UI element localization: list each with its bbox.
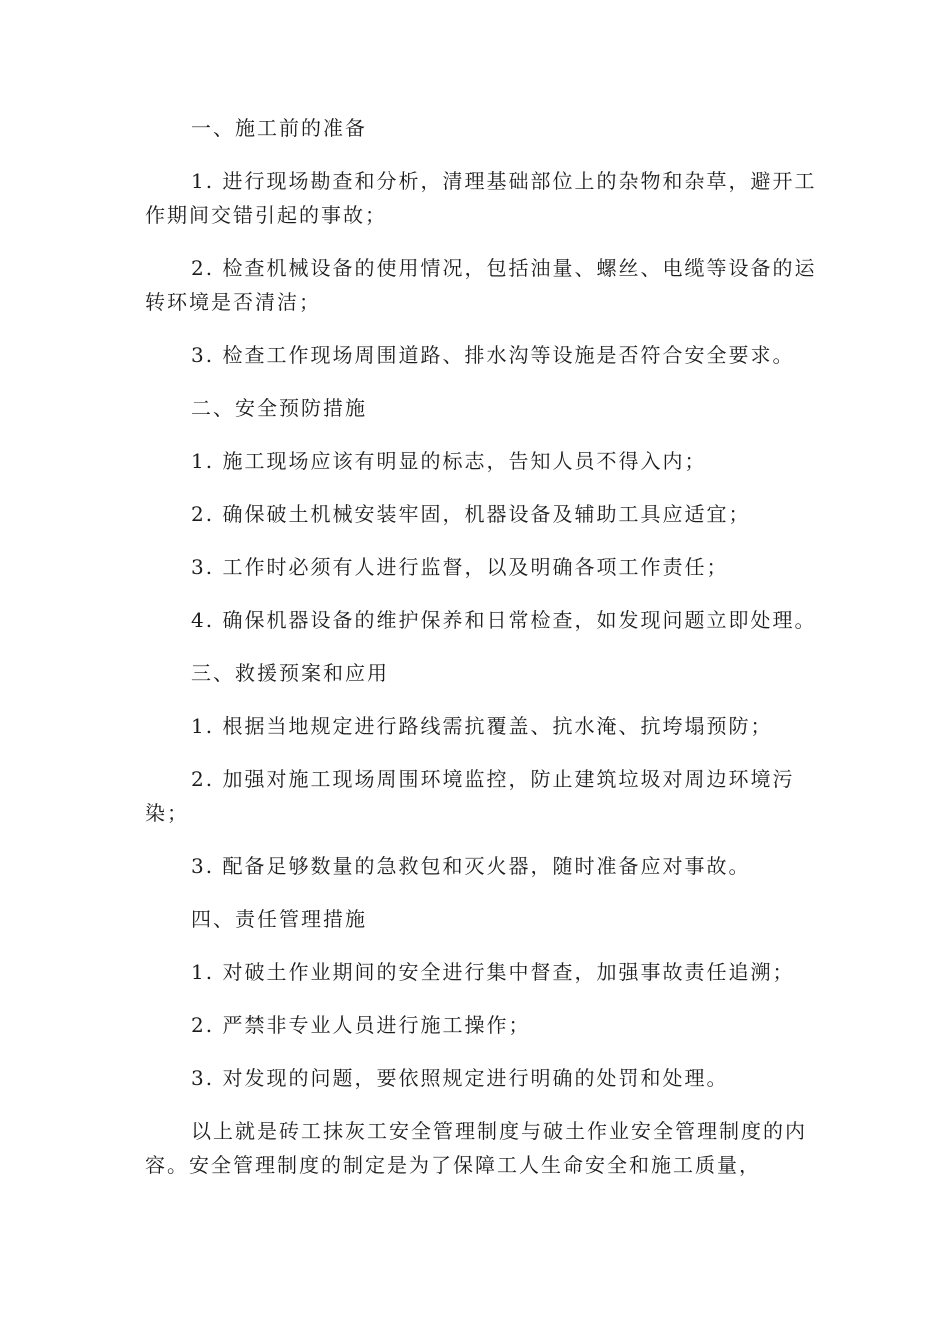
list-item: 1. 进行现场勘查和分析，清理基础部位上的杂物和杂草，避开工作期间交错引起的事故； <box>145 169 817 227</box>
list-item: 2. 严禁非专业人员进行施工操作； <box>191 1013 531 1037</box>
section-heading-1: 一、施工前的准备 <box>191 116 367 140</box>
list-item: 1. 对破土作业期间的安全进行集中督查，加强事故责任追溯； <box>191 960 795 984</box>
list-item: 1. 施工现场应该有明显的标志，告知人员不得入内； <box>191 449 707 473</box>
summary-paragraph: 以上就是砖工抹灰工安全管理制度与破土作业安全管理制度的内容。安全管理制度的制定是为了保障工人生命安全和施工质量， <box>145 1119 807 1177</box>
list-item: 2. 确保破土机械安装牢固，机器设备及辅助工具应适宜； <box>191 502 751 526</box>
section-heading-3: 三、救援预案和应用 <box>191 661 389 685</box>
document-body <box>145 111 835 1182</box>
list-item: 3. 检查工作现场周围道路、排水沟等设施是否符合安全要求。 <box>191 343 795 367</box>
list-item: 3. 工作时必须有人进行监督，以及明确各项工作责任； <box>191 555 729 579</box>
list-item: 3. 配备足够数量的急救包和灭火器，随时准备应对事故。 <box>191 854 751 878</box>
section-heading-2: 二、安全预防措施 <box>191 396 367 420</box>
list-item: 3. 对发现的问题，要依照规定进行明确的处罚和处理。 <box>191 1066 729 1090</box>
list-item: 1. 根据当地规定进行路线需抗覆盖、抗水淹、抗垮塌预防； <box>191 714 773 738</box>
list-item: 2. 加强对施工现场周围环境监控，防止建筑垃圾对周边环境污染； <box>145 767 795 825</box>
section-heading-4: 四、责任管理措施 <box>191 907 367 931</box>
list-item: 2. 检查机械设备的使用情况，包括油量、螺丝、电缆等设备的运转环境是否清洁； <box>145 256 817 314</box>
list-item: 4. 确保机器设备的维护保养和日常检查，如发现问题立即处理。 <box>191 608 817 632</box>
